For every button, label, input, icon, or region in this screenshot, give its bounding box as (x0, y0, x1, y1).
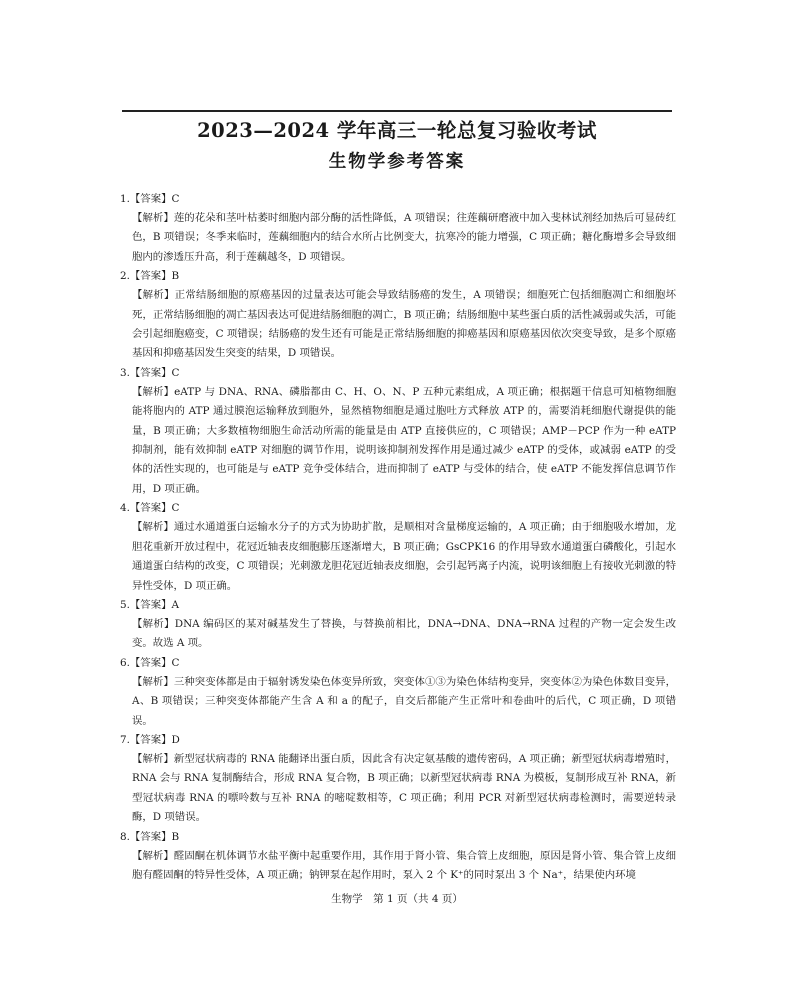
answer-list (116, 190, 676, 885)
question-6 (116, 654, 676, 731)
question-2 (116, 267, 676, 364)
explanation: 【解析】DNA 编码区的某对碱基发生了替换，与替换前相比，DNA→DNA、DNA→RNA 过程的产物一定会发生改变。故选 A 项。 (132, 617, 676, 650)
answer-line: 6.【答案】C (120, 656, 180, 669)
answer-line: 5.【答案】A (120, 598, 179, 611)
answer-line: 2.【答案】B (120, 270, 180, 283)
question-4 (116, 499, 676, 596)
question-7 (116, 731, 676, 828)
answer-line: 8.【答案】B (120, 830, 180, 843)
explanation: 【解析】eATP 与 DNA、RNA、磷脂都由 C、H、O、N、P 五种元素组成，A 项正确；根据题干信息可知植物细胞能将胞内的 ATP 通过膜泡运输释放到胞外，显然植物细胞是通过胞吐方式释放 ATP 的，需要消耗细胞代谢提供的能量，B 项正确；大多数植物细胞生命活动所需的能量是由 ATP 直接供应的，C 项错误；AMP－PCP 作为一种 eATP 抑制剂，能有效抑制 eATP 对细胞的调节作用，说明该抑制剂发挥作用是通过减少 eATP 的受体，或减弱 eATP 的受体的活性实现的，也可能是与 eATP 竞争受体结合，进而抑制了 eATP 与受体的结合，使 eATP 不能发挥信息调节作用，D 项正确。 (132, 385, 676, 495)
question-3 (116, 364, 676, 499)
explanation: 【解析】正常结肠细胞的原癌基因的过量表达可能会导致结肠癌的发生，A 项错误；细胞死亡包括细胞凋亡和细胞坏死，正常结肠细胞的凋亡基因表达可促进结肠细胞的凋亡，B 项正确；结肠细胞中某些蛋白质的活性减弱或失活，可能会引起细胞癌变，C 项错误；结肠癌的发生还有可能是正常结肠细胞的抑癌基因和原癌基因依次突变导致，是多个原癌基因和抑癌基因发生突变的结果，D 项错误。 (132, 289, 676, 360)
answer-line: 3.【答案】C (120, 366, 180, 379)
question-8 (116, 828, 676, 886)
answer-line: 7.【答案】D (120, 733, 180, 746)
explanation: 【解析】醛固酮在机体调节水盐平衡中起重要作用，其作用于肾小管、集合管上皮细胞，原因是肾小管、集合管上皮细胞有醛固酮的特异性受体，A 项正确；钠钾泵在起作用时，泵入 2 个 K⁺的同时泵出 3 个 Na⁺，结果使内环境 (132, 849, 676, 881)
explanation: 【解析】新型冠状病毒的 RNA 能翻译出蛋白质，因此含有决定氨基酸的遗传密码，A 项正确；新型冠状病毒增殖时，RNA 会与 RNA 复制酶结合，形成 RNA 复合物，B 项正确；以新型冠状病毒 RNA 为模板，复制形成互补 RNA，新型冠状病毒 RNA 的嘌呤数与互补 RNA 的嘧啶数相等，C 项正确；利用 PCR 对新型冠状病毒检测时，需要逆转录酶，D 项错误。 (132, 752, 676, 824)
page-footer: 生物学 第 1 页（共 4 页） (331, 893, 463, 905)
answer-line: 4.【答案】C (120, 502, 180, 515)
answer-line: 1.【答案】C (120, 193, 180, 205)
explanation: 【解析】通过水通道蛋白运输水分子的方式为协助扩散，是顺相对含量梯度运输的，A 项正确；由于细胞吸水增加，龙胆花重新开放过程中，花冠近轴表皮细胞膨压逐渐增大，B 项正确；GsCPK16 的作用导致水通道蛋白磷酸化，引起水通道蛋白结构的改变，C 项错误；光刺激龙胆花冠近轴表皮细胞，会引起钙离子内流，说明该细胞上有接收光刺激的特异性受体，D 项正确。 (132, 521, 676, 592)
question-5 (116, 596, 676, 654)
top-rule (122, 110, 672, 112)
page-subtitle: 生物学参考答案 (328, 152, 466, 172)
question-1 (116, 190, 676, 267)
explanation: 【解析】三种突变体都是由于辐射诱发染色体变异所致，突变体①③为染色体结构变异，突变体②为染色体数目变异，A、B 项错误；三种突变体都能产生含 A 和 a 的配子，自交后都能产生正常叶和卷曲叶的后代，C 项正确，D 项错误。 (132, 675, 676, 727)
explanation: 【解析】莲的花朵和茎叶枯萎时细胞内部分酶的活性降低，A 项错误；往莲藕研磨液中加入斐林试剂经加热后可显砖红色，B 项错误；冬季来临时，莲藕细胞内的结合水所占比例变大，抗寒冷的能力增强，C 项正确；糖化酶增多会导致细胞内的渗透压升高，利于莲藕越冬，D 项错误。 (132, 212, 676, 263)
page-title: 2023—2024 学年高三一轮总复习验收考试 (197, 119, 597, 142)
